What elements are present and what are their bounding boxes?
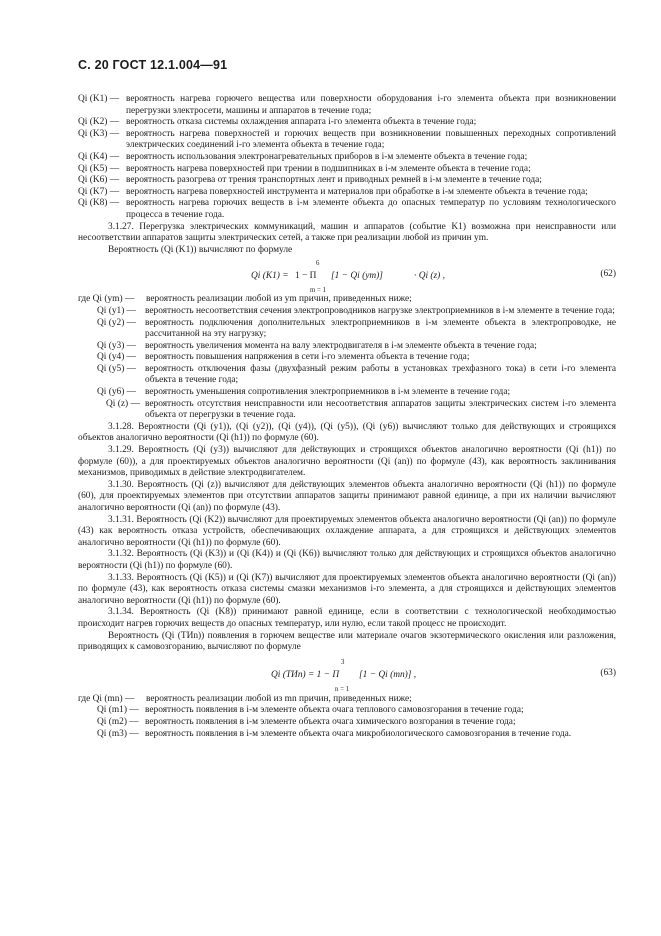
definition-item: [78, 306, 616, 318]
definition-item: [78, 152, 616, 164]
formula-62-number: (62): [600, 269, 616, 280]
formula-62-tail: · Qi (z) ,: [414, 271, 445, 282]
formula-63-body: [1 − Qi (mn)] ,: [359, 669, 417, 680]
formula-62-intro: Вероятность (Qi (K1)) вычисляют по формуле: [108, 244, 293, 255]
formula-63-left: Qi (ТИn) = 1 − Π: [271, 669, 340, 680]
definition-item: [78, 341, 616, 353]
where-62: [78, 294, 616, 306]
where-62-symbol: где Qi (ym) —: [78, 294, 135, 305]
where-63: [78, 694, 616, 706]
formula-63-upper-limit: 3: [341, 658, 345, 666]
definition-text: вероятность отказа системы охлаждения аппарата i-го элемента объекта в течение года;: [126, 117, 477, 128]
definition-symbol: Qi (y5) —: [97, 363, 137, 374]
definition-item: [78, 94, 616, 117]
definition-item: [78, 318, 616, 341]
definition-item: [78, 198, 616, 221]
formula-62-left: Qi (K1) =: [251, 271, 289, 282]
definition-symbol: Qi (y2) —: [97, 317, 137, 328]
definition-symbol: Qi (y4) —: [97, 352, 137, 363]
definition-symbol: Qi (K6) —: [78, 175, 120, 186]
definition-text: вероятность появления в i-м элементе объекта очага теплового самовозгорания в течение года;: [145, 705, 524, 716]
page-header: С. 20 ГОСТ 12.1.004—91: [78, 58, 228, 72]
paragraph-3-1-34: 3.1.34. Вероятность (Qi (K8)) принимают равной единице, если в соответствии с технологической необходимостью происходит нагрев горючих веществ до опасных температур, или нулю, если такой процесс не происходит.: [78, 607, 616, 629]
definition-symbol: Qi (K8) —: [78, 198, 120, 209]
paragraph-3-1-33: 3.1.33. Вероятность (Qi (K5)) и (Qi (K7)) вычисляют для проектируемых элементов объекта аналогично вероятности (Qi (an)) по формуле (43), как вероятность отказа системы смазки механизмов i-го элемента, а для строящихся и действующих элементов аналогично вероятности (Qi (h1)) по формуле (60).: [78, 572, 616, 606]
formula-62-product: 1 − Π: [295, 271, 317, 282]
definitions-k: [78, 94, 616, 222]
formula-62-lower-limit: m = 1: [310, 287, 326, 295]
definition-item: [78, 705, 616, 717]
definition-item: [78, 717, 616, 729]
definition-item: [78, 164, 616, 176]
definition-text: вероятность отсутствия неисправности или несоответствия аппаратов защиты электрических систем i-го элемента объекта от перегрузки в течение года.: [145, 398, 616, 421]
paragraph-3-1-28: 3.1.28. Вероятности (Qi (y1)), (Qi (y2)), (Qi (y4)), (Qi (y5)), (Qi (y6)) вычисляют только для действующих и строящихся объектов аналогично вероятности (Qi (h1)) по формуле (60).: [78, 421, 616, 444]
definition-item: [78, 187, 616, 199]
definition-item: [78, 387, 616, 399]
definition-text: вероятность появления в i-м элементе объекта очага химического возгорания в течение года;: [145, 716, 516, 727]
paragraph-3-1-31: 3.1.31. Вероятность (Qi (K2)) вычисляют для проектируемых элементов объекта аналогично вероятности (Qi (an)) по формуле (43) как вероятность отказа устройств, обеспечивающих охлаждение аппарата, а для строящихся и действующих элементов аналогично вероятности (Qi (h1)) по формуле (60).: [78, 514, 616, 548]
definition-symbol: Qi (K2) —: [78, 117, 120, 128]
definition-symbol: Qi (K4) —: [78, 151, 120, 162]
definition-text: вероятность уменьшения сопротивления электроприемников в i-м элементе в течение года;: [145, 387, 511, 398]
definition-text: вероятность нагрева горючего вещества или поверхности оборудования i-го элемента объекта при возникновении перегрузки электросети, машины и аппаратов в течение года;: [126, 94, 616, 116]
paragraph-3-1-30: 3.1.30. Вероятность (Qi (z)) вычисляют для действующих элементов объекта аналогично вероятности (Qi (h1)) по формуле (60), для проектируемых элементов при отсутствии аппаратов защиты принимают равной единице, а при их наличии вычисляют аналогично вероятности (Qi (an)) по формуле (43).: [78, 479, 616, 513]
definition-text: вероятность несоответствия сечения электропроводников нагрузке электроприемников в i-м элементе в течение года;: [145, 305, 615, 316]
definition-symbol: Qi (y1) —: [97, 305, 137, 316]
definition-item: [78, 364, 616, 387]
formula-63: [78, 654, 616, 694]
definition-item: [78, 352, 616, 364]
page-content: [78, 94, 616, 740]
where-63-symbol: где Qi (mn) —: [78, 693, 135, 704]
formula-62-body: [1 − Qi (ym)]: [331, 271, 383, 282]
formula-63-intro: Вероятность (Qi (ТИn)) появления в горючем веществе или материале очагов экзотермического окисления или разложения, приводящих к самовозгоранию, вычисляют по формуле: [78, 630, 616, 653]
definition-symbol: Qi (y3) —: [97, 340, 137, 351]
definition-symbol: Qi (K5) —: [78, 163, 120, 174]
definition-item: [78, 729, 616, 741]
definition-symbol: Qi (K3) —: [78, 128, 120, 139]
formula-62-upper-limit: 6: [316, 260, 320, 268]
definitions-m: [78, 705, 616, 740]
definition-text: вероятность нагрева поверхностей при трении в подшипниках в i-м элементе объекта в течение года;: [126, 163, 531, 174]
formula-63-number: (63): [600, 667, 616, 678]
definition-text: вероятность разогрева от трения транспортных лент и приводных ремней в i-м элементе в течение года;: [126, 175, 542, 186]
definition-text: вероятность нагрева горючих веществ в i-м элементе объекта до опасных температур по условиям технологического процесса в течение года.: [126, 198, 616, 220]
where-62-text: вероятность реализации любой из ym причин, приведенных ниже;: [146, 294, 412, 305]
definition-symbol: Qi (m1) —: [97, 705, 139, 716]
definition-text: вероятность подключения дополнительных электроприемников в i-м элементе объекта в электропроводке, не рассчитанной на эту нагрузку;: [145, 317, 616, 340]
definition-item: [78, 175, 616, 187]
definition-symbol: Qi (m2) —: [97, 716, 139, 727]
definitions-y: [78, 306, 616, 422]
definition-text: вероятность отключения фазы (двухфазный режим работы в установках трехфазного тока) в сети i-го элемента объекта в течение года;: [145, 363, 616, 386]
paragraph-3-1-32: 3.1.32. Вероятность (Qi (K3)) и (Qi (K4)) и (Qi (K6)) вычисляют только для действующих и строящихся объектов аналогично вероятности (Qi (h1)) по формуле (60).: [78, 549, 616, 571]
definition-symbol: Qi (K7) —: [78, 186, 120, 197]
paragraph-3-1-27: 3.1.27. Перегрузка электрических коммуникаций, машин и аппаратов (событие K1) возможна при неисправности или несоответствии аппаратов защиты электрических сетей, а также при реализации любой из причин ym.: [78, 221, 616, 244]
definition-text: вероятность появления в i-м элементе объекта очага микробиологического самовозгорания в течение года.: [145, 728, 572, 739]
formula-63-lower-limit: n = 1: [335, 685, 350, 693]
paragraph-3-1-29: 3.1.29. Вероятность (Qi (y3)) вычисляют для действующих и строящихся объектов аналогично вероятности (Qi (h1)) по формуле (60)), а для проектируемых объектов аналогично вероятности (Qi (an)) по формуле (43), как вероятность заклинивания механизмов, приводимых в действие электродвигателем.: [78, 445, 616, 479]
definition-symbol: Qi (z) —: [106, 398, 140, 409]
where-63-text: вероятность реализации любой из mn причин, приведенных ниже;: [146, 693, 412, 704]
formula-62: [78, 256, 616, 294]
definition-text: вероятность увеличения момента на валу электродвигателя в i-м элементе объекта в течение года;: [145, 340, 537, 351]
definition-text: вероятность нагрева поверхностей и горючих веществ при возникновении повышенных переходных сопротивлений электрических соединений i-го элемента объекта в течение года;: [126, 128, 616, 151]
definition-symbol: Qi (m3) —: [97, 728, 139, 739]
definition-text: вероятность нагрева поверхностей инструмента и материалов при обработке в i-м элементе объекта в течение года;: [126, 186, 588, 197]
definition-item: [78, 399, 616, 422]
definition-symbol: Qi (y6) —: [97, 387, 137, 398]
definition-item: [78, 117, 616, 129]
definition-item: [78, 129, 616, 152]
paragraphs-3-1-28-to-34: [78, 422, 616, 654]
definition-text: вероятность использования электронагревательных приборов в i-м элементе объекта в течение года;: [126, 151, 528, 162]
definition-text: вероятность повышения напряжения в сети i-го элемента объекта в течение года;: [145, 352, 470, 363]
definition-symbol: Qi (K1) —: [78, 94, 120, 104]
